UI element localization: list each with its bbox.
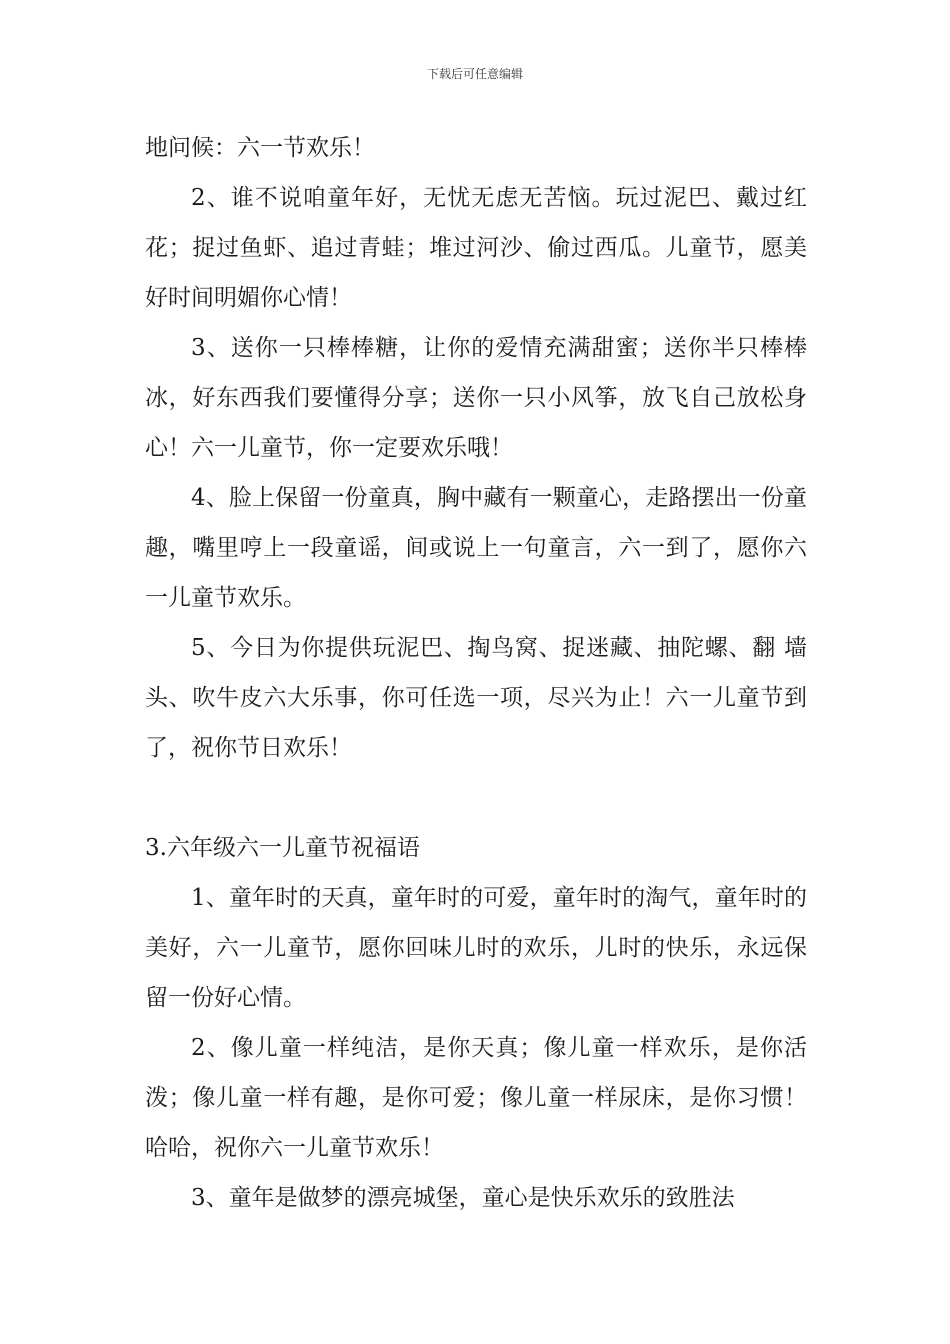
section-paragraph-2: 2、像儿童一样纯洁，是你天真；像儿童一样欢乐，是你活泼；像儿童一样有趣，是你可爱；像儿童一样尿床，是你习惯！哈哈，祝你六一儿童节欢乐！ (145, 1035, 807, 1161)
paragraph-item-4: 4、脸上保留一份童真，胸中藏有一颗童心，走路摆出一份童趣，嘴里哼上一段童谣，间或说上一句童言，六一到了，愿你六一儿童节欢乐。 (145, 485, 807, 611)
document-body (145, 123, 807, 1223)
section-paragraph-1: 1、童年时的天真，童年时的可爱，童年时的淘气，童年时的美好，六一儿童节，愿你回味儿时的欢乐，儿时的快乐，永远保留一份好心情。 (145, 885, 807, 1011)
paragraph-item-5: 5、今日为你提供玩泥巴、掏鸟窝、捉迷藏、抽陀螺、翻 墙头、吹牛皮六大乐事，你可任选一项，尽兴为止！六一儿童节到了，祝你节日欢乐！ (145, 635, 807, 761)
page-header: 下载后可任意编辑 (426, 67, 523, 81)
paragraph-continuation: 地问候：六一节欢乐！ (145, 135, 375, 161)
paragraph-item-2: 2、谁不说咱童年好，无忧无虑无苦恼。玩过泥巴、戴过红花；捉过鱼虾、追过青蛙；堆过河沙、偷过西瓜。儿童节，愿美好时间明媚你心情！ (145, 185, 807, 311)
section-heading: 3.六年级六一儿童节祝福语 (145, 835, 420, 861)
section-spacer (145, 773, 807, 823)
section-paragraph-3: 3、童年是做梦的漂亮城堡，童心是快乐欢乐的致胜法 (191, 1185, 735, 1211)
paragraph-item-3: 3、送你一只棒棒糖，让你的爱情充满甜蜜；送你半只棒棒冰，好东西我们要懂得分享；送你一只小风筝，放飞自己放松身心！六一儿童节，你一定要欢乐哦！ (145, 335, 807, 461)
